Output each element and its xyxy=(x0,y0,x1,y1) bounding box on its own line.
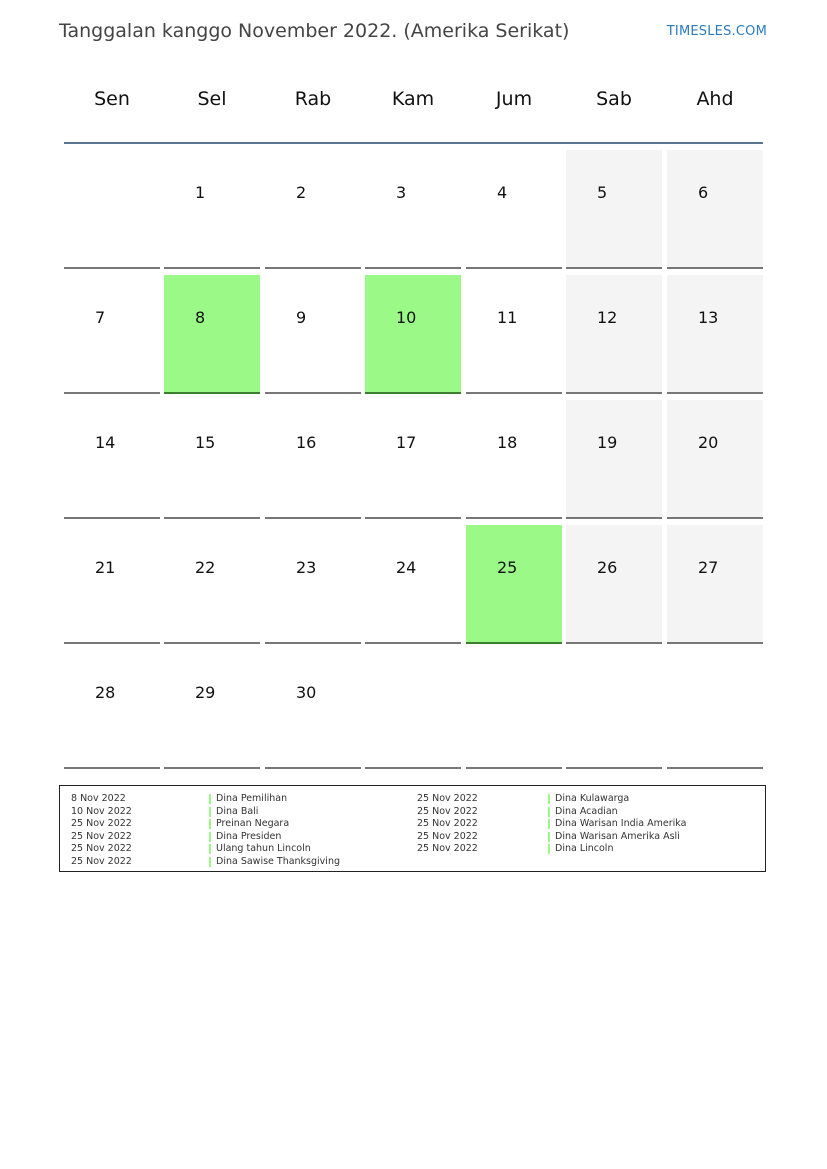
day-cell[interactable] xyxy=(667,400,763,519)
day-number: 7 xyxy=(95,308,106,327)
empty-day-cell xyxy=(667,650,763,769)
day-cell[interactable] xyxy=(64,525,160,644)
day-cell[interactable] xyxy=(265,650,361,769)
weekday-tue: Sel xyxy=(197,88,227,110)
day-number: 10 xyxy=(396,308,417,327)
legend-holiday-date: 25 Nov 2022 xyxy=(417,830,478,842)
day-cell[interactable] xyxy=(566,275,662,394)
day-cell[interactable] xyxy=(164,525,260,644)
legend-holiday-name: Dina Presiden xyxy=(209,831,281,842)
weekday-sun: Ahd xyxy=(696,88,734,110)
weekday-fri: Jum xyxy=(495,88,533,110)
day-number: 20 xyxy=(698,433,719,452)
header-divider xyxy=(64,142,763,144)
legend-holiday-name: Ulang tahun Lincoln xyxy=(209,843,311,854)
empty-day-cell xyxy=(64,150,160,269)
day-number: 28 xyxy=(95,683,116,702)
day-cell[interactable] xyxy=(265,525,361,644)
weekday-sat: Sab xyxy=(596,88,632,110)
legend-holiday-date: 25 Nov 2022 xyxy=(71,855,132,867)
day-number: 5 xyxy=(597,183,608,202)
weekday-thu: Kam xyxy=(391,88,435,110)
legend-row xyxy=(71,843,132,856)
legend-row xyxy=(209,856,340,869)
day-number: 23 xyxy=(296,558,317,577)
day-number: 18 xyxy=(497,433,518,452)
day-number: 17 xyxy=(396,433,417,452)
calendar-grid xyxy=(64,150,764,770)
legend-holiday-name: Preinan Negara xyxy=(209,818,289,829)
day-number: 19 xyxy=(597,433,618,452)
legend-holiday-name: Dina Bali xyxy=(209,806,258,817)
legend-holiday-date: 25 Nov 2022 xyxy=(71,830,132,842)
legend-row xyxy=(209,818,340,831)
day-number: 12 xyxy=(597,308,618,327)
day-number: 29 xyxy=(195,683,216,702)
legend-holiday-name: Dina Pemilihan xyxy=(209,793,287,804)
day-cell[interactable] xyxy=(64,650,160,769)
day-number: 1 xyxy=(195,183,206,202)
legend-holiday-date: 10 Nov 2022 xyxy=(71,805,132,817)
legend-holiday-name: Dina Lincoln xyxy=(548,843,613,854)
legend-holiday-date: 25 Nov 2022 xyxy=(71,818,132,830)
day-number: 4 xyxy=(497,183,508,202)
day-number: 16 xyxy=(296,433,317,452)
day-cell[interactable] xyxy=(667,525,763,644)
day-cell[interactable] xyxy=(365,525,461,644)
legend-row xyxy=(209,793,340,806)
legend-row xyxy=(71,856,132,869)
day-cell[interactable] xyxy=(566,525,662,644)
legend-row xyxy=(548,818,686,831)
day-number: 22 xyxy=(195,558,216,577)
day-cell[interactable] xyxy=(667,275,763,394)
legend-row xyxy=(417,806,478,819)
legend-right-dates xyxy=(417,793,478,856)
legend-holiday-name: Dina Kulawarga xyxy=(548,793,629,804)
day-number: 21 xyxy=(95,558,116,577)
empty-day-cell xyxy=(365,650,461,769)
day-cell[interactable] xyxy=(64,400,160,519)
day-number: 6 xyxy=(698,183,709,202)
day-number: 14 xyxy=(95,433,116,452)
legend-holiday-name: Dina Sawise Thanksgiving xyxy=(209,856,340,867)
day-number: 27 xyxy=(698,558,719,577)
day-number: 26 xyxy=(597,558,618,577)
day-cell[interactable] xyxy=(466,150,562,269)
day-number: 15 xyxy=(195,433,216,452)
legend-left-dates xyxy=(71,793,132,869)
day-cell[interactable] xyxy=(265,150,361,269)
day-cell[interactable] xyxy=(164,275,260,394)
legend-row xyxy=(417,818,478,831)
day-number: 2 xyxy=(296,183,307,202)
weekday-header xyxy=(64,88,764,120)
weekday-mon: Sen xyxy=(94,88,130,110)
legend-row xyxy=(548,793,686,806)
day-cell[interactable] xyxy=(466,275,562,394)
legend-holiday-date: 8 Nov 2022 xyxy=(71,793,126,804)
empty-day-cell xyxy=(566,650,662,769)
legend-holiday-name: Dina Warisan Amerika Asli xyxy=(548,831,680,842)
day-number: 9 xyxy=(296,308,307,327)
legend-holiday-date: 25 Nov 2022 xyxy=(417,843,478,855)
weekday-wed: Rab xyxy=(294,88,332,110)
legend-row xyxy=(548,806,686,819)
page-title: Tanggalan kanggo November 2022. (Amerika Serikat) xyxy=(59,20,570,42)
legend-row xyxy=(71,818,132,831)
day-number: 13 xyxy=(698,308,719,327)
legend-row xyxy=(71,831,132,844)
legend-row xyxy=(548,831,686,844)
legend-row xyxy=(209,806,340,819)
day-number: 11 xyxy=(497,308,518,327)
day-number: 25 xyxy=(497,558,518,577)
legend-row xyxy=(417,793,478,806)
day-cell[interactable] xyxy=(466,525,562,644)
day-number: 8 xyxy=(195,308,206,327)
legend-right-names xyxy=(548,793,686,856)
day-cell[interactable] xyxy=(64,275,160,394)
day-cell[interactable] xyxy=(466,400,562,519)
legend-holiday-date: 25 Nov 2022 xyxy=(417,818,478,830)
legend-row xyxy=(209,831,340,844)
legend-row xyxy=(71,793,132,806)
day-cell[interactable] xyxy=(365,275,461,394)
day-number: 3 xyxy=(396,183,407,202)
day-cell[interactable] xyxy=(566,150,662,269)
day-cell[interactable] xyxy=(164,400,260,519)
legend-row xyxy=(417,831,478,844)
legend-holiday-date: 25 Nov 2022 xyxy=(417,805,478,817)
legend-row xyxy=(209,843,340,856)
empty-day-cell xyxy=(466,650,562,769)
holiday-legend xyxy=(59,785,766,872)
legend-holiday-name: Dina Warisan India Amerika xyxy=(548,818,686,829)
legend-holiday-name: Dina Acadian xyxy=(548,806,618,817)
brand-link[interactable]: TIMESLES.COM xyxy=(666,24,767,39)
day-cell[interactable] xyxy=(566,400,662,519)
day-cell[interactable] xyxy=(164,650,260,769)
legend-holiday-date: 25 Nov 2022 xyxy=(71,843,132,855)
day-cell[interactable] xyxy=(365,150,461,269)
day-cell[interactable] xyxy=(667,150,763,269)
day-number: 24 xyxy=(396,558,417,577)
day-cell[interactable] xyxy=(365,400,461,519)
legend-row xyxy=(71,806,132,819)
legend-holiday-date: 25 Nov 2022 xyxy=(417,793,478,804)
day-cell[interactable] xyxy=(265,275,361,394)
day-cell[interactable] xyxy=(164,150,260,269)
legend-row xyxy=(417,843,478,856)
day-number: 30 xyxy=(296,683,317,702)
legend-row xyxy=(548,843,686,856)
legend-left-names xyxy=(209,793,340,869)
day-cell[interactable] xyxy=(265,400,361,519)
